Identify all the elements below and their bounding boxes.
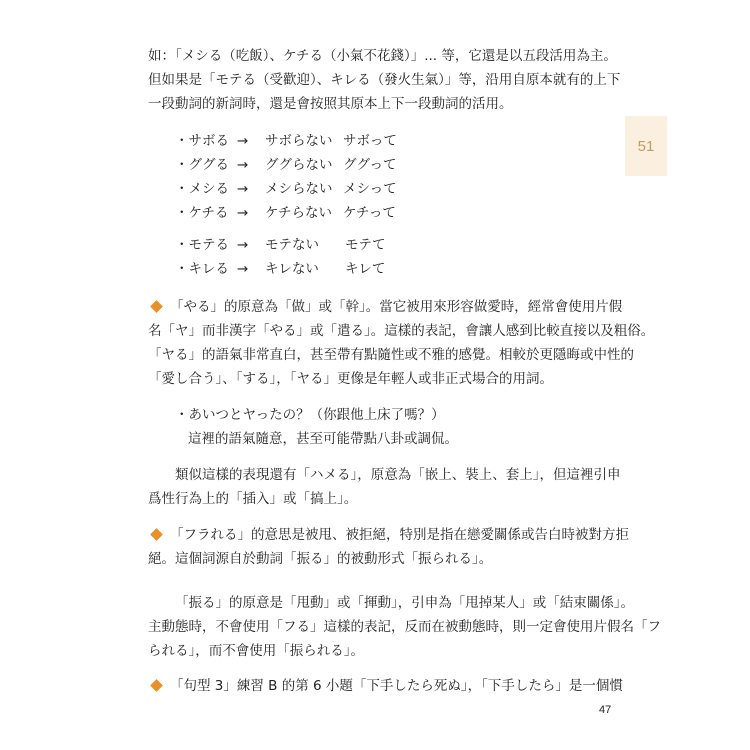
example-sentence: ・あいつとヤったの？（你跟他上床了嗎？） <box>175 407 445 423</box>
text-line: 絕。這個詞源自於動詞「振る」的被動形式「振られる」。 <box>148 551 493 567</box>
base-form: ・ググる <box>175 157 229 173</box>
diamond-bullet-icon <box>150 300 163 313</box>
diamond-bullet-icon <box>150 679 163 692</box>
conjugation-row <box>175 233 386 257</box>
diamond-bullet-icon <box>150 528 163 541</box>
arrow: → <box>237 261 249 277</box>
base-form: ・サボる <box>175 133 229 149</box>
yaru-example <box>175 403 645 451</box>
ichidan-conjugation-list <box>175 233 386 281</box>
base-form: ・ケチる <box>175 205 229 221</box>
text-line: 名「ヤ」而非漢字「やる」或「遣る」。這樣的表記，會讓人感到比較直接以及粗俗。 <box>148 323 655 339</box>
arrow: → <box>237 205 249 221</box>
text-line: 「愛し合う」、「する」，「ヤる」更像是年輕人或非正式場合的用詞。 <box>148 371 553 387</box>
conjugation-row <box>175 153 397 177</box>
text-span: 「やる」的原意為「做」或「幹」。當它被用來形容做愛時，經常會使用片假 <box>170 299 623 315</box>
hameru-paragraph <box>148 463 621 511</box>
kukei-section <box>148 674 623 698</box>
text-line: 「ヤる」的語氣非常直白，甚至帶有點隨性或不雅的感覺。相較於更隱晦或中性的 <box>148 347 634 363</box>
text-line: 類似這樣的表現還有「ハメる」，原意為「嵌上、裝上、套上」，但這裡引申 <box>175 467 621 483</box>
base-form: ・モテる <box>175 237 229 253</box>
text-span: 「フラれる」的意思是被甩、被拒絕，特別是指在戀愛關係或告白時被對方拒 <box>170 527 629 543</box>
base-form: ・メシる <box>175 181 229 197</box>
te-form: モテて <box>345 237 386 253</box>
intro-paragraph <box>148 44 621 116</box>
conjugation-row <box>175 257 386 281</box>
nai-form: サボらない <box>265 133 333 149</box>
te-form: メシって <box>343 181 397 197</box>
yaru-section <box>148 295 655 391</box>
chapter-side-tab: 51 <box>625 116 667 176</box>
text-span: 「句型 3」練習 B 的第 6 小題「下手したら死ぬ」，「下手したら」是一個慣 <box>170 678 623 694</box>
text-line <box>148 523 629 547</box>
conjugation-row <box>175 201 397 225</box>
base-form: ・キレる <box>175 261 229 277</box>
example-explanation: 這裡的語氣隨意，甚至可能帶點八卦或調侃。 <box>188 431 458 447</box>
nai-form: ケチらない <box>265 205 332 221</box>
text-line <box>148 674 623 698</box>
text-line: 但如果是「モテる（受歡迎）、キレる（發火生氣）」等，沿用自原本就有的上下 <box>148 72 621 88</box>
furareru-section <box>148 523 629 571</box>
godan-conjugation-list <box>175 129 397 225</box>
furu-paragraph <box>148 591 661 663</box>
nai-form: ググらない <box>265 157 333 173</box>
arrow: → <box>237 157 249 173</box>
nai-form: モテない <box>265 237 319 253</box>
text-line: 爲性行為上的「插入」或「搞上」。 <box>148 491 358 507</box>
arrow: → <box>237 181 249 197</box>
text-line: 「振る」的原意是「甩動」或「揮動」，引申為「甩掉某人」或「結束關係」。 <box>175 595 634 611</box>
te-form: ケチって <box>343 205 396 221</box>
te-form: キレて <box>345 261 386 277</box>
conjugation-row <box>175 177 397 201</box>
text-line: 一段動詞的新詞時，還是會按照其原本上下一段動詞的活用。 <box>148 96 513 112</box>
arrow: → <box>237 237 249 253</box>
arrow: → <box>237 133 249 149</box>
text-line <box>148 295 623 319</box>
text-line: 如：「メシる（吃飯）、ケチる（小氣不花錢）」... 等，它還是以五段活用為主。 <box>148 48 617 64</box>
te-form: ググって <box>343 157 397 173</box>
nai-form: キレない <box>265 261 319 277</box>
conjugation-row <box>175 129 397 153</box>
te-form: サボって <box>343 133 397 149</box>
nai-form: メシらない <box>265 181 333 197</box>
text-line: 主動態時，不會使用「フる」這樣的表記，反而在被動態時，則一定會使用片假名「フ <box>148 619 661 635</box>
page-number: 47 <box>599 704 612 716</box>
text-line: られる」，而不會使用「振られる」。 <box>148 643 364 659</box>
